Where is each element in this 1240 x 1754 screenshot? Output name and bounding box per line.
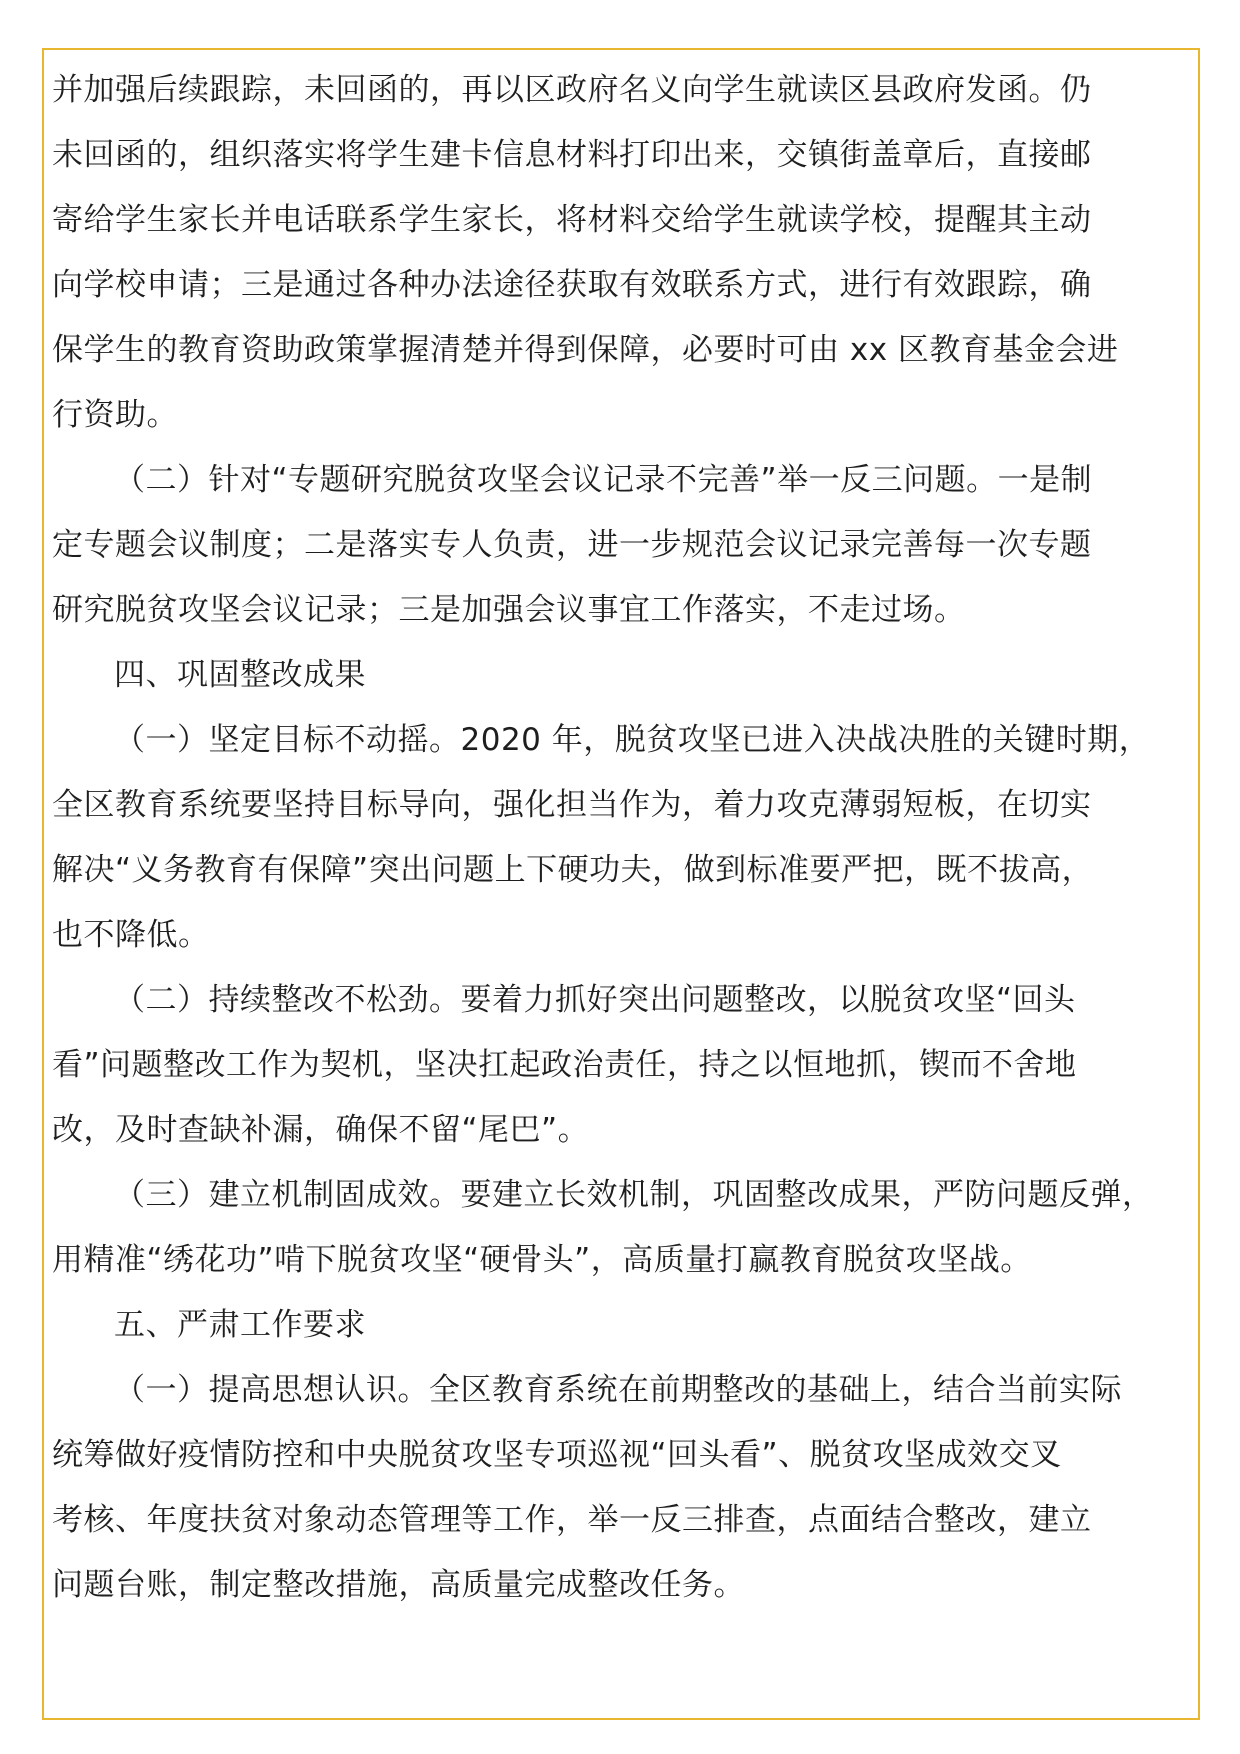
paragraph-start-line: （一）提高思想认识。全区教育系统在前期整改的基础上，结合当前实际 [114, 1372, 1122, 1408]
paragraph-start-line: （二）针对“专题研究脱贫攻坚会议记录不完善”举一反三问题。一是制 [114, 462, 1093, 498]
text-line: 定专题会议制度；二是落实专人负责，进一步规范会议记录完善每一次专题 [52, 527, 1092, 563]
text-line: 未回函的，组织落实将学生建卡信息材料打印出来，交镇街盖章后，直接邮 [52, 137, 1092, 173]
paragraph-start-line: （三）建立机制固成效。要建立长效机制，巩固整改成果，严防问题反弹， [114, 1177, 1154, 1213]
text-line: 解决“义务教育有保障”突出问题上下硬功夫，做到标准要严把，既不拔高， [52, 852, 1094, 888]
text-line: 并加强后续跟踪，未回函的，再以区政府名义向学生就读区县政府发函。仍 [52, 72, 1092, 108]
paragraph-start-line: （二）持续整改不松劲。要着力抓好突出问题整改，以脱贫攻坚“回头 [114, 982, 1076, 1018]
section-heading: 四、巩固整改成果 [114, 657, 366, 693]
text-line: 改，及时查缺补漏，确保不留“尾巴”。 [52, 1112, 590, 1148]
text-line: 看”问题整改工作为契机，坚决扛起政治责任，持之以恒地抓，锲而不舍地 [52, 1047, 1077, 1083]
text-line: 用精准“绣花功”啃下脱贫攻坚“硬骨头”，高质量打赢教育脱贫攻坚战。 [52, 1242, 1032, 1278]
text-line: 考核、年度扶贫对象动态管理等工作，举一反三排查，点面结合整改，建立 [52, 1502, 1092, 1538]
document-body [52, 58, 1202, 1618]
text-line: 问题台账，制定整改措施，高质量完成整改任务。 [52, 1567, 745, 1603]
text-line: 保学生的教育资助政策掌握清楚并得到保障，必要时可由 xx 区教育基金会进 [52, 332, 1119, 368]
text-line: 行资助。 [52, 397, 178, 433]
text-line: 全区教育系统要坚持目标导向，强化担当作为，着力攻克薄弱短板，在切实 [52, 787, 1092, 823]
text-line: 也不降低。 [52, 917, 210, 953]
section-heading: 五、严肃工作要求 [114, 1307, 366, 1343]
text-line: 寄给学生家长并电话联系学生家长，将材料交给学生就读学校，提醒其主动 [52, 202, 1092, 238]
text-line: 统筹做好疫情防控和中央脱贫攻坚专项巡视“回头看”、脱贫攻坚成效交叉 [52, 1437, 1062, 1473]
text-line: 研究脱贫攻坚会议记录；三是加强会议事宜工作落实，不走过场。 [52, 592, 966, 628]
text-line: 向学校申请；三是通过各种办法途径获取有效联系方式，进行有效跟踪，确 [52, 267, 1092, 303]
paragraph-start-line: （一）坚定目标不动摇。2020 年，脱贫攻坚已进入决战决胜的关键时期， [114, 722, 1151, 758]
